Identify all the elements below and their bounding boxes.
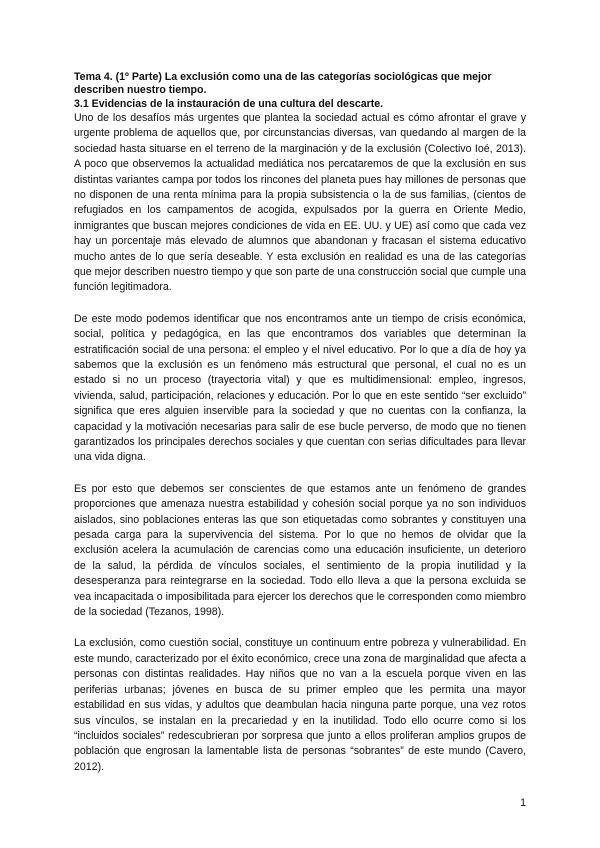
- section-heading: 3.1 Evidencias de la instauración de una cultura del descarte.: [74, 97, 384, 110]
- page-number: 1: [520, 797, 526, 809]
- document-page: [74, 71, 526, 775]
- paragraph-1: Uno de los desafíos más urgentes que plantea la sociedad actual es cómo afrontar el grave y urgente problema de aquellos que, por circunstancias diversas, van quedando al margen de la sociedad hasta situarse en el terreno de la marginación y de la exclusión (Colectivo Ioé, 2013). A poco que observemos la actualidad mediática nos percataremos de que la exclusión en sus distintas variantes campa por todos los rincones del planeta pues hay millones de personas que no disponen de una renta mínima para la propia subsistencia o la de sus familias, (cientos de refugiados en los campamentos de acogida, expulsados por la guerra en Oriente Medio, inmigrantes que buscan mejores condiciones de vida en EE. UU. y UE) así como que cada vez hay un porcentaje más elevado de alumnos que abandonan y fracasan el sistema educativo mucho antes de lo que sería deseable. Y esta exclusión en realidad es una de las categorías que mejor describen nuestro tiempo y que son parte de una construcción social que cumple una función legitimadora.: [74, 111, 526, 294]
- paragraph-3: Es por esto que debemos ser conscientes de que estamos ante un fenómeno de grandes proporciones que amenaza nuestra estabilidad y cohesión social porque ya no son individuos aislados, sino poblaciones enteras las que son etiquetadas como sobrantes y constituyen una pesada carga para la supervivencia del sistema. Por lo que no hemos de olvidar que la exclusión acelera la acumulación de carencias como una educación insuficiente, un deterioro de la salud, la pérdida de vínculos sociales, el sentimiento de la propia inutilidad y la desesperanza para reintegrarse en la sociedad. Todo ello lleva a que la persona excluida se vea incapacitada o imposibilitada para ejercer los derechos que le corresponden como miembro de la sociedad (Tezanos, 1998).: [74, 482, 526, 619]
- document-title: Tema 4. (1º Parte) La exclusión como una de las categorías sociológicas que mejor describen nuestro tiempo.: [74, 71, 492, 97]
- paragraph-4: La exclusión, como cuestión social, constituye un continuum entre pobreza y vulnerabilidad. En este mundo, caracterizado por el éxito económico, crece una zona de marginalidad que afecta a personas con distintas realidades. Hay niños que no van a la escuela porque viven en las periferias urbanas; jóvenes en busca de su primer empleo que les permita una mayor estabilidad en sus vidas, y adultos que deambulan hacia ninguna parte porque, una vez rotos sus vínculos, se instalan en la precariedad y en la inutilidad. Todo ello ocurre como si los “incluidos sociales” redescubrieran por sorpresa que junto a ellos proliferan amplios grupos de población que engrosan la lamentable lista de personas “sobrantes” de este mundo (Cavero, 2012).: [74, 637, 526, 773]
- paragraph-2: De este modo podemos identificar que nos encontramos ante un tiempo de crisis económica, social, política y pedagógica, en las que encontramos dos variables que determinan la estratificación social de una persona: el empleo y el nivel educativo. Por lo que a día de hoy ya sabemos que la exclusión es un fenómeno más estructural que personal, el cual no es un estado si no un proceso (trayectoria vital) y que es multidimensional: empleo, ingresos, vivienda, salud, participación, relaciones y educación. Por lo que en este sentido “ser excluido” significa que eres alguien inservible para la sociedad y que no cuentas con la confianza, la capacidad y la motivación necesarias para salir de ese bucle perverso, de modo que no tienen garantizados los principales derechos sociales y que cuentan con serias dificultades para llevar una vida digna.: [74, 312, 526, 464]
